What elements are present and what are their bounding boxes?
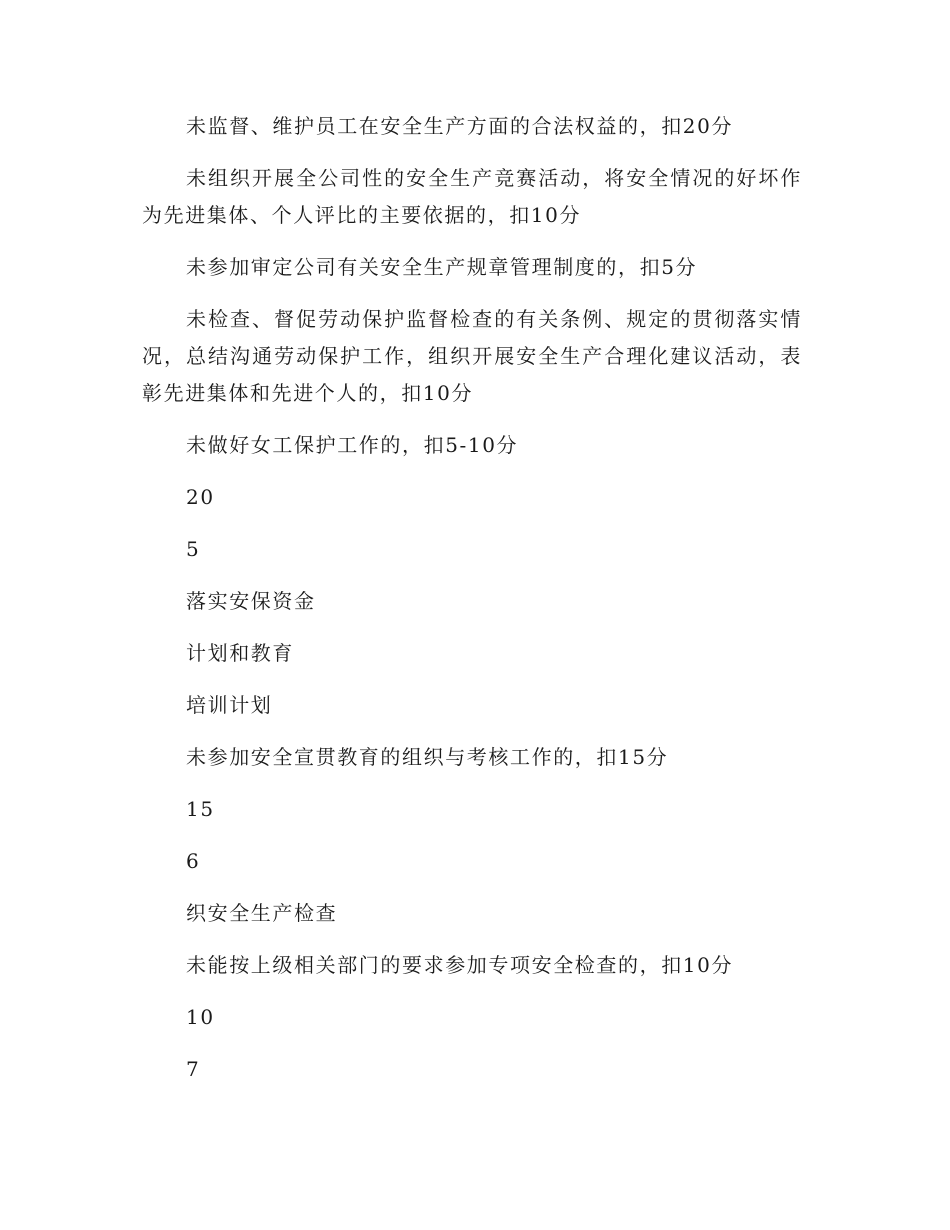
paragraph: 未能按上级相关部门的要求参加专项安全检查的，扣10分	[186, 953, 734, 977]
document-body	[142, 108, 802, 1103]
paragraph: 织安全生产检查	[186, 901, 338, 925]
paragraph: 20	[186, 485, 215, 509]
paragraph: 未参加安全宣贯教育的组织与考核工作的，扣15分	[186, 745, 669, 769]
paragraph: 计划和教育	[186, 641, 294, 665]
paragraph: 未参加审定公司有关安全生产规章管理制度的，扣5分	[186, 255, 698, 279]
paragraph: 落实安保资金	[186, 589, 316, 613]
paragraph: 15	[186, 797, 215, 821]
paragraph: 培训计划	[186, 693, 273, 717]
paragraph: 10	[186, 1005, 215, 1029]
paragraph: 未做好女工保护工作的，扣5-10分	[186, 433, 519, 457]
paragraph: 7	[186, 1057, 201, 1081]
paragraph: 5	[186, 537, 201, 561]
paragraph: 6	[186, 849, 201, 873]
paragraph: 未监督、维护员工在安全生产方面的合法权益的，扣20分	[186, 114, 734, 138]
paragraph: 未检查、督促劳动保护监督检查的有关条例、规定的贯彻落实情况，总结沟通劳动保护工作，组织开展安全生产合理化建议活动，表彰先进集体和先进个人的，扣10分	[142, 307, 802, 405]
paragraph: 未组织开展全公司性的安全生产竞赛活动，将安全情况的好坏作为先进集体、个人评比的主要依据的，扣10分	[142, 166, 802, 227]
